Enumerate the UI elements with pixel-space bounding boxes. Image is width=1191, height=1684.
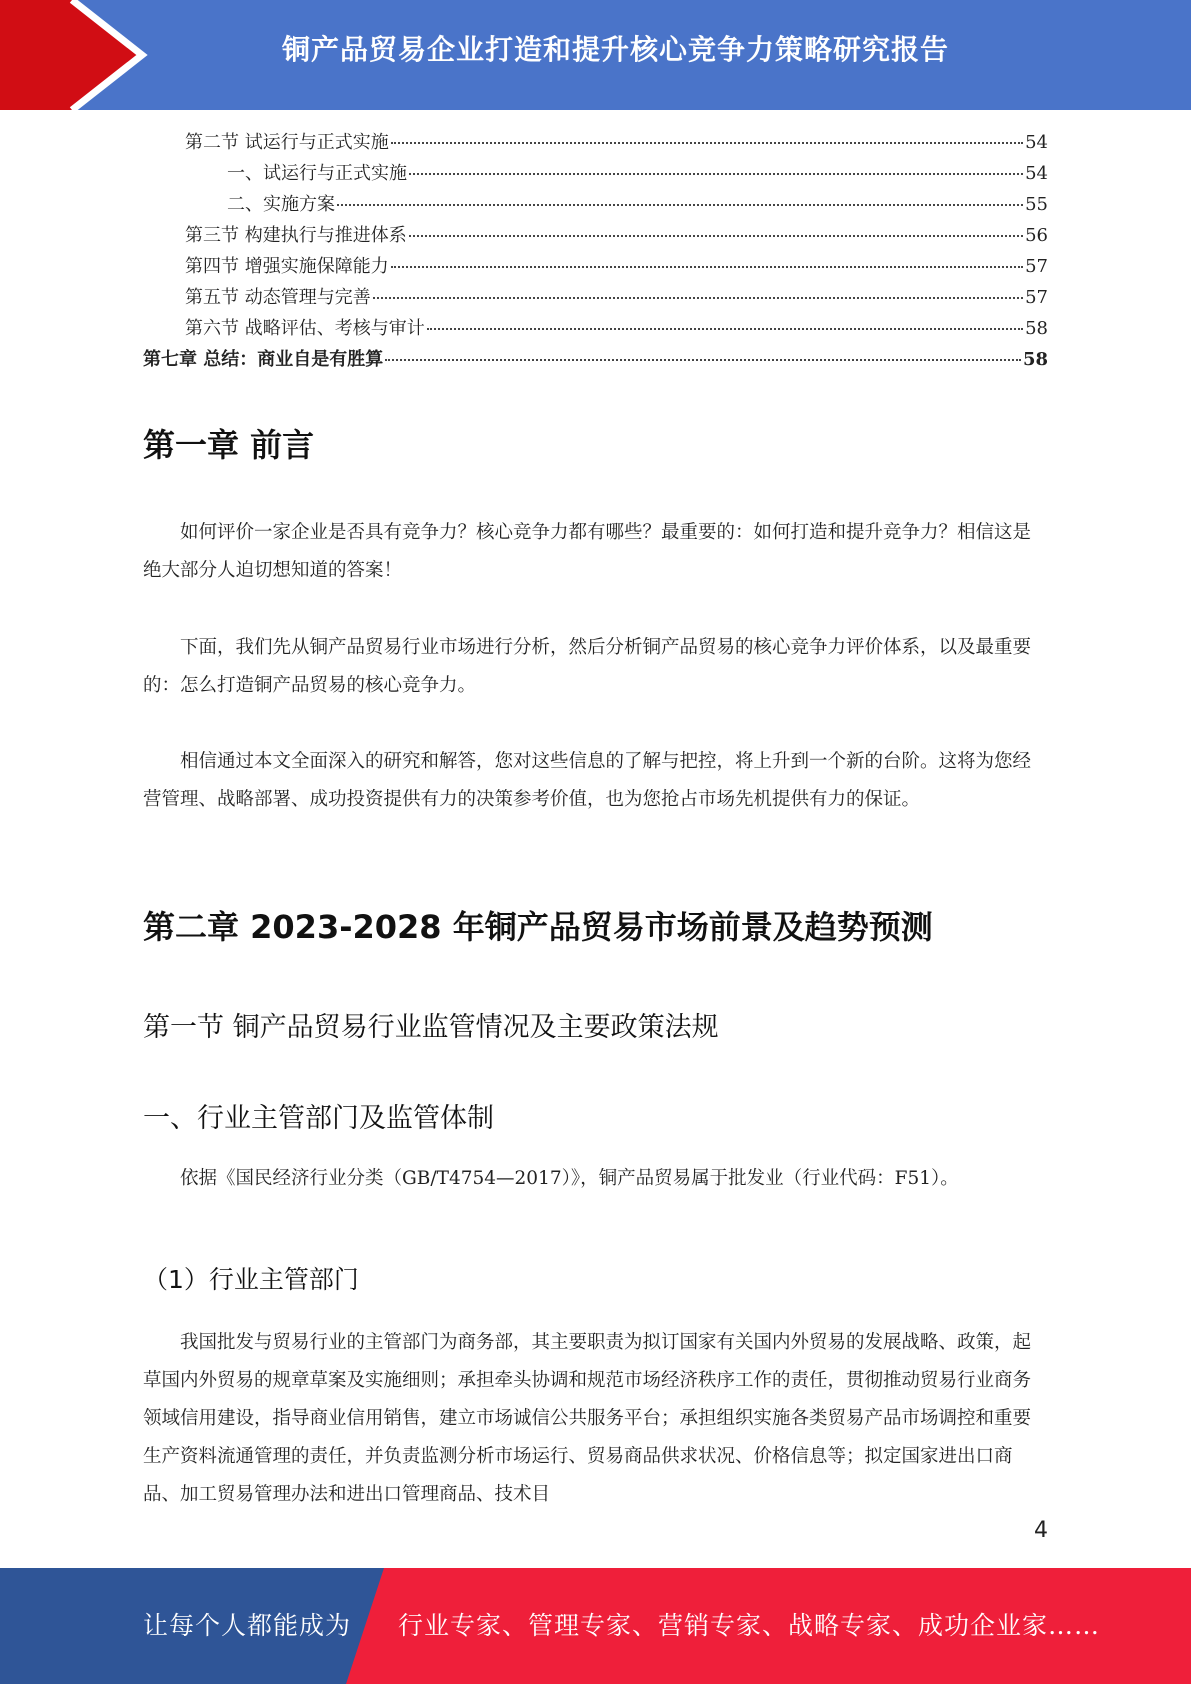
toc-label: 一、试运行与正式实施	[227, 163, 407, 184]
toc-page: 58	[1025, 318, 1048, 339]
toc-entry[interactable]	[143, 345, 1048, 376]
toc-label: 二、实施方案	[227, 194, 335, 215]
paragraph: 如何评价一家企业是否具有竞争力？核心竞争力都有哪些？最重要的：如何打造和提升竞争力？相信这是绝大部分人迫切想知道的答案！	[143, 522, 1032, 581]
toc-entry[interactable]	[143, 221, 1048, 252]
toc-page: 54	[1025, 163, 1048, 184]
toc-entry[interactable]	[143, 283, 1048, 314]
toc-leader	[409, 173, 1023, 175]
item-heading: （1）行业主管部门	[143, 1265, 359, 1294]
paragraph: 相信通过本文全面深入的研究和解答，您对这些信息的了解与把控，将上升到一个新的台阶。这将为您经营管理、战略部署、成功投资提供有力的决策参考价值，也为您抢占市场先机提供有力的保证。	[143, 751, 1032, 810]
section-heading: 第一节 铜产品贸易行业监管情况及主要政策法规	[143, 1012, 719, 1043]
toc-leader	[373, 297, 1023, 299]
toc-leader	[391, 142, 1023, 144]
toc-label: 第二节 试运行与正式实施	[185, 132, 389, 153]
toc-entry[interactable]	[143, 314, 1048, 345]
paragraph: 依据《国民经济行业分类（GB/T4754—2017）》，铜产品贸易属于批发业（行业代码：F51）。	[180, 1168, 959, 1189]
table-of-contents	[143, 128, 1048, 376]
chapter-2-heading: 第二章 2023-2028 年铜产品贸易市场前景及趋势预测	[143, 908, 933, 946]
toc-page: 56	[1025, 225, 1048, 246]
toc-page: 57	[1025, 256, 1048, 277]
report-title: 铜产品贸易企业打造和提升核心竞争力策略研究报告	[281, 33, 949, 66]
toc-leader	[427, 328, 1023, 330]
chapter-1-heading: 第一章 前言	[143, 426, 315, 464]
toc-leader	[409, 235, 1023, 237]
toc-entry[interactable]	[143, 128, 1048, 159]
toc-label: 第七章 总结：商业自是有胜算	[143, 349, 384, 370]
toc-leader	[385, 359, 1021, 361]
toc-leader	[337, 204, 1023, 206]
toc-label: 第六节 战略评估、考核与审计	[185, 318, 425, 339]
toc-page: 57	[1025, 287, 1048, 308]
toc-entry[interactable]	[143, 190, 1048, 221]
toc-leader	[391, 266, 1023, 268]
toc-entry[interactable]	[143, 252, 1048, 283]
paragraph: 我国批发与贸易行业的主管部门为商务部，其主要职责为拟订国家有关国内外贸易的发展战略、政策，起草国内外贸易的规章草案及实施细则；承担牵头协调和规范市场经济秩序工作的责任，贯彻推动贸易行业商务领域信用建设，指导商业信用销售，建立市场诚信公共服务平台；承担组织实施各类贸易产品市场调控和重要生产资料流通管理的责任，并负责监测分析市场运行、贸易商品供求状况、价格信息等；拟定国家进出口商品、加工贸易管理办法和进出口管理商品、技术目	[143, 1332, 1032, 1505]
toc-page: 54	[1025, 132, 1048, 153]
toc-label: 第四节 增强实施保障能力	[185, 256, 389, 277]
toc-label: 第五节 动态管理与完善	[185, 287, 371, 308]
toc-entry[interactable]	[143, 159, 1048, 190]
page-number: 4	[1034, 1518, 1048, 1543]
page-footer	[0, 1568, 1191, 1684]
toc-page: 55	[1025, 194, 1048, 215]
page-header	[0, 0, 1191, 110]
footer-slogan-left: 让每个人都能成为	[143, 1611, 352, 1640]
paragraph: 下面，我们先从铜产品贸易行业市场进行分析，然后分析铜产品贸易的核心竞争力评价体系，以及最重要的：怎么打造铜产品贸易的核心竞争力。	[143, 637, 1032, 696]
toc-page: 58	[1022, 349, 1048, 370]
subsection-heading: 一、行业主管部门及监管体制	[143, 1103, 494, 1134]
footer-slogan-right: 行业专家、管理专家、营销专家、战略专家、成功企业家……	[398, 1611, 1101, 1640]
toc-label: 第三节 构建执行与推进体系	[185, 225, 407, 246]
